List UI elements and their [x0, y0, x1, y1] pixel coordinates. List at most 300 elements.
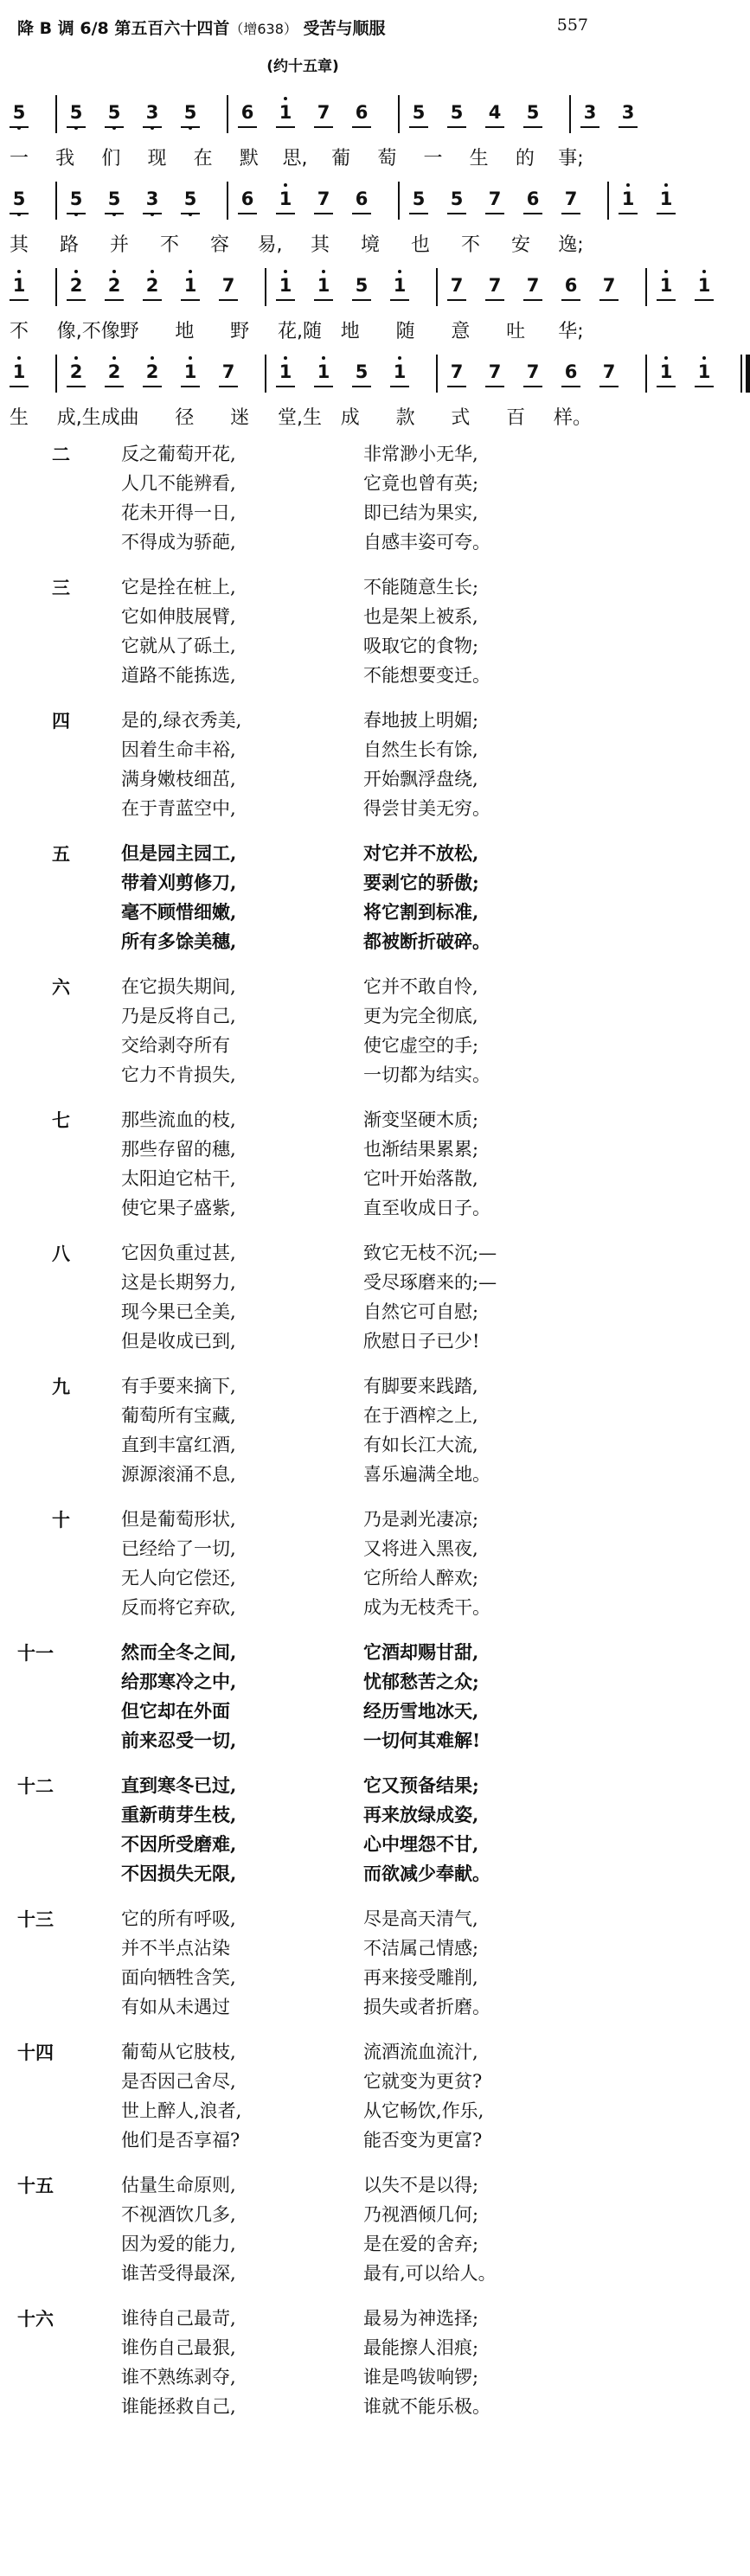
- verse: [0, 2039, 606, 2172]
- verse-line-right: 经历雪地冰天,: [363, 1700, 479, 1722]
- barline: [55, 95, 57, 133]
- score-lyrics: [0, 144, 606, 173]
- note: 1: [314, 275, 333, 296]
- verse-line-left: 使它果子盛紫,: [121, 1198, 236, 1218]
- note-beam: [10, 213, 29, 214]
- verse-line-left: 是否因己舍尽,: [121, 2071, 236, 2092]
- note-beam: [10, 386, 29, 387]
- note: 3: [621, 102, 635, 123]
- verse-line-left: 给那寒冷之中,: [121, 1671, 237, 1692]
- lyric-syllable: 式: [451, 407, 471, 429]
- verse-line-right: 它并不敢自怜,: [363, 976, 478, 997]
- octave-dot-above: [398, 270, 401, 273]
- verse-line-left: 不得成为骄葩,: [121, 532, 236, 553]
- verse-line-left: 不因所受磨难,: [121, 1833, 237, 1855]
- note: 6: [564, 361, 578, 382]
- note-beam: [485, 126, 504, 128]
- verse-line-left: 它力不肯损失,: [121, 1064, 236, 1085]
- verse-line-left: 它因负重过甚,: [121, 1243, 236, 1263]
- verse-line-right: 都被断折破碎。: [363, 930, 490, 952]
- lyric-syllable: 野: [230, 321, 250, 342]
- verse-line-left: 这是长期努力,: [121, 1272, 236, 1293]
- verse-line-left: 前来忍受一切,: [121, 1729, 237, 1751]
- barline: [645, 355, 647, 393]
- verse-line-right: 尽是高天清气,: [363, 1908, 478, 1929]
- note-beam: [314, 126, 333, 128]
- octave-dot-above: [664, 356, 668, 360]
- note: 5: [10, 189, 29, 209]
- verse-number: 四: [52, 711, 70, 732]
- verse-line-left: 有手要来摘下,: [121, 1376, 236, 1397]
- note: 4: [488, 102, 502, 123]
- verse-line-right: 损失或者折磨。: [363, 1997, 490, 2017]
- note-beam: [599, 299, 619, 301]
- note: 1: [657, 361, 676, 382]
- lyric-syllable: 安: [510, 234, 530, 256]
- verse-line-right: 即已结为果实,: [363, 502, 478, 523]
- verse-line-left: 面向牺牲含笑,: [121, 1967, 236, 1988]
- verse-line-right: 再来接受雕削,: [363, 1967, 478, 1988]
- verse-line-right: 有如长江大流,: [363, 1435, 478, 1455]
- note: 1: [390, 275, 409, 296]
- verse-line-left: 人几不能辨看,: [121, 473, 236, 494]
- note-beam: [181, 386, 200, 387]
- verse-line-right: 受尽琢磨来的;—: [363, 1272, 497, 1293]
- lyric-syllable: 野: [119, 321, 139, 342]
- note: 6: [564, 275, 578, 296]
- note-beam: [523, 126, 542, 128]
- note-beam: [105, 126, 124, 128]
- score-row: [0, 173, 673, 268]
- verse: [0, 974, 606, 1107]
- verse-line-left: 它如伸肢展臂,: [121, 606, 236, 627]
- hymn-category: 受苦与顺服: [303, 19, 386, 38]
- note-beam: [314, 213, 333, 214]
- note: 7: [602, 275, 616, 296]
- note-beam: [314, 386, 333, 387]
- note: 1: [10, 361, 29, 382]
- verse-number: 十五: [17, 2176, 54, 2196]
- verse-line-right: 致它无枝不沉;—: [363, 1243, 497, 1263]
- verse-line-right: 要剥它的骄傲;: [363, 872, 479, 893]
- note-beam: [561, 213, 580, 214]
- note: 5: [105, 189, 124, 209]
- note: 7: [450, 361, 464, 382]
- verse-number: 七: [52, 1110, 70, 1131]
- note-beam: [695, 299, 714, 301]
- note-beam: [447, 213, 466, 214]
- hymn-header: [17, 16, 588, 42]
- verse-line-right: 自然它可自慰;: [363, 1301, 479, 1322]
- note-beam: [238, 213, 257, 214]
- verse-line-right: 从它畅饮,作乐,: [363, 2100, 484, 2121]
- lyric-syllable: 我: [55, 148, 75, 169]
- score-notes: [0, 173, 673, 228]
- verse-line-right: 非常渺小无华,: [363, 444, 478, 464]
- barline: [607, 182, 609, 220]
- verse-line-right: 开始飘浮盘绕,: [363, 769, 478, 789]
- note-beam: [390, 299, 409, 301]
- octave-dot-above: [74, 356, 78, 360]
- verse-line-left: 估量生命原则,: [121, 2175, 236, 2196]
- lyric-syllable: 思,: [282, 148, 308, 169]
- verse-line-right: 最有,可以给人。: [363, 2263, 497, 2284]
- verse-line-left: 它就从了砾土,: [121, 636, 236, 656]
- verse-line-left: 不因损失无限,: [121, 1863, 237, 1884]
- verse-line-left: 并不半点沾染: [121, 1938, 230, 1959]
- verse: [0, 2172, 606, 2305]
- verse-number: 十六: [17, 2309, 54, 2330]
- lyric-syllable: 地: [340, 321, 360, 342]
- verse-line-left: 他们是否享福?: [121, 2130, 240, 2151]
- verse-number: 五: [52, 844, 70, 865]
- barline: [436, 355, 438, 393]
- verse-line-left: 现今果已全美,: [121, 1301, 236, 1322]
- verse: [0, 841, 606, 974]
- note-beam: [523, 299, 542, 301]
- note-beam: [67, 386, 86, 387]
- note: 1: [657, 189, 676, 209]
- note-beam: [143, 213, 162, 214]
- lyric-syllable: 地: [175, 321, 195, 342]
- note: 5: [67, 189, 86, 209]
- verse-line-right: 它竟也曾有英;: [363, 473, 479, 494]
- barline: [740, 355, 742, 393]
- final-barline: [746, 355, 750, 393]
- page-number: 557: [556, 16, 588, 35]
- verse-line-right: 不洁属己情感;: [363, 1938, 479, 1959]
- note: 7: [317, 102, 330, 123]
- lyric-syllable: 事;: [558, 148, 584, 169]
- note-beam: [409, 213, 428, 214]
- note-beam: [695, 386, 714, 387]
- barline: [436, 268, 438, 306]
- note-beam: [657, 299, 676, 301]
- verse-line-right: 不能想要变迁。: [363, 665, 490, 686]
- note: 3: [583, 102, 597, 123]
- barline: [569, 95, 571, 133]
- verse-line-right: 一切何其难解!: [363, 1729, 481, 1751]
- verse-line-left: 在它损失期间,: [121, 976, 236, 997]
- verse-line-left: 谁待自己最苛,: [121, 2308, 236, 2329]
- note-beam: [561, 386, 580, 387]
- lyric-syllable: 并: [109, 234, 129, 256]
- verse: [0, 1640, 606, 1773]
- note: 5: [105, 102, 124, 123]
- verse-line-right: 最易为神选择;: [363, 2308, 479, 2329]
- note: 7: [488, 275, 502, 296]
- note-beam: [238, 126, 257, 128]
- score-notes: [0, 86, 635, 142]
- verse-line-right: 它就变为更贫?: [363, 2071, 483, 2092]
- note-beam: [10, 299, 29, 301]
- octave-dot-above: [702, 270, 706, 273]
- lyric-syllable: 逸;: [558, 234, 584, 256]
- note: 5: [181, 189, 200, 209]
- verse-line-left: 但是葡萄形状,: [121, 1509, 236, 1530]
- verse-line-left: 反而将它弃砍,: [121, 1597, 236, 1618]
- note-beam: [276, 213, 295, 214]
- verse-line-right: 成为无枝秃干。: [363, 1597, 490, 1618]
- scripture-reference: (约十五章): [266, 58, 339, 75]
- lyric-syllable: 不: [460, 234, 480, 256]
- verse-line-left: 道路不能拣选,: [121, 665, 236, 686]
- note-beam: [276, 386, 295, 387]
- barline: [398, 95, 400, 133]
- note: 5: [10, 102, 29, 123]
- verse-line-left: 因为爱的能力,: [121, 2234, 236, 2254]
- verse-line-right: 也渐结果累累;: [363, 1139, 479, 1160]
- time-signature: 6/8: [80, 19, 109, 38]
- note-beam: [181, 299, 200, 301]
- verse-line-right: 它所给人醉欢;: [363, 1568, 479, 1588]
- verse-line-right: 在于酒榨之上,: [363, 1405, 478, 1426]
- verse-line-right: 得尝甘美无穷。: [363, 798, 490, 819]
- note: 1: [276, 361, 295, 382]
- note: 5: [412, 189, 426, 209]
- note: 6: [240, 102, 254, 123]
- note: 7: [488, 361, 502, 382]
- note: 5: [355, 275, 369, 296]
- note-beam: [523, 386, 542, 387]
- note-beam: [276, 126, 295, 128]
- verse-line-right: 而欲减少奉献。: [363, 1863, 490, 1884]
- octave-dot-above: [284, 270, 287, 273]
- barline: [227, 95, 228, 133]
- note: 5: [67, 102, 86, 123]
- note: 1: [10, 275, 29, 296]
- verse-line-left: 谁苦受得最深,: [121, 2263, 236, 2284]
- lyric-syllable: 易,: [257, 234, 283, 256]
- verse-line-left: 谁伤自己最狠,: [121, 2337, 236, 2358]
- lyric-syllable: 萄: [377, 148, 397, 169]
- verse: [0, 441, 606, 574]
- score-row: [0, 259, 711, 355]
- lyric-syllable: 样。: [554, 407, 593, 429]
- barline: [398, 182, 400, 220]
- verse-line-right: 乃视酒倾几何;: [363, 2204, 479, 2225]
- lyric-syllable: 其: [310, 234, 330, 256]
- lyric-syllable: 径: [175, 407, 195, 429]
- note-beam: [390, 386, 409, 387]
- note-beam: [143, 126, 162, 128]
- lyric-syllable: 百: [506, 407, 526, 429]
- lyric-syllable: 也: [410, 234, 430, 256]
- verse-line-left: 交给剥夺所有: [121, 1035, 230, 1056]
- verse: [0, 1506, 606, 1640]
- note: 6: [526, 189, 540, 209]
- verse-number: 十四: [17, 2042, 54, 2063]
- verse-line-right: 也是架上被系,: [363, 606, 478, 627]
- note-beam: [447, 299, 466, 301]
- lyric-syllable: 的: [515, 148, 535, 169]
- note-beam: [67, 126, 86, 128]
- verses-list: [0, 441, 606, 2439]
- verse-line-right: 一切都为结实。: [363, 1064, 490, 1085]
- verse-line-left: 反之葡萄开花,: [121, 444, 236, 464]
- note-beam: [485, 386, 504, 387]
- lyric-syllable: 成: [340, 407, 360, 429]
- note-beam: [67, 299, 86, 301]
- verse-line-right: 不能随意生长;: [363, 577, 479, 598]
- note: 7: [317, 189, 330, 209]
- lyric-syllable: 成,生成: [56, 407, 120, 429]
- verse-line-left: 谁能拯救自己,: [121, 2396, 236, 2417]
- score-notes: [0, 259, 711, 315]
- note: 1: [390, 361, 409, 382]
- verse-line-left: 不视酒饮几多,: [121, 2204, 236, 2225]
- note-beam: [619, 126, 638, 128]
- note-beam: [143, 386, 162, 387]
- octave-dot-above: [284, 183, 287, 187]
- lyric-syllable: 华;: [558, 321, 584, 342]
- verse-line-left: 因着生命丰裕,: [121, 739, 236, 760]
- verse-line-left: 毫不顾惜细嫩,: [121, 901, 237, 923]
- verse-line-left: 那些流血的枝,: [121, 1109, 236, 1130]
- verse-number: 三: [52, 578, 70, 598]
- note-beam: [352, 126, 371, 128]
- verse-line-left: 源源滚涌不息,: [121, 1464, 236, 1485]
- note-beam: [105, 213, 124, 214]
- octave-dot-above: [112, 356, 116, 360]
- barline: [265, 355, 266, 393]
- note-beam: [105, 299, 124, 301]
- verse-line-right: 它又预备结果;: [363, 1774, 479, 1796]
- note-beam: [352, 299, 371, 301]
- verse-number: 二: [52, 444, 70, 465]
- note-beam: [219, 386, 238, 387]
- lyric-syllable: 容: [209, 234, 229, 256]
- note-beam: [523, 213, 542, 214]
- octave-dot-above: [398, 356, 401, 360]
- note-beam: [105, 386, 124, 387]
- verse-line-right: 喜乐遍满全地。: [363, 1464, 490, 1485]
- lyric-syllable: 不: [159, 234, 179, 256]
- note: 1: [276, 189, 295, 209]
- verse-line-left: 所有多馀美穗,: [121, 930, 237, 952]
- note: 1: [314, 361, 333, 382]
- key-label: 降 B 调: [17, 19, 74, 38]
- verse-line-right: 是在爱的舍弃;: [363, 2234, 479, 2254]
- octave-dot-above: [284, 356, 287, 360]
- verse: [0, 1906, 606, 2039]
- lyric-syllable: 随: [395, 321, 415, 342]
- note: 7: [488, 189, 502, 209]
- note: 2: [143, 361, 162, 382]
- verse-line-right: 欣慰日子已少!: [363, 1331, 480, 1352]
- octave-dot-above: [702, 356, 706, 360]
- note: 2: [67, 275, 86, 296]
- revision-note: （增638）: [229, 21, 298, 37]
- lyric-syllable: 意: [451, 321, 471, 342]
- note: 2: [105, 275, 124, 296]
- verse-line-right: 谁就不能乐极。: [363, 2396, 490, 2417]
- note-beam: [181, 126, 200, 128]
- note-beam: [561, 299, 580, 301]
- verse-number: 十一: [17, 1643, 54, 1664]
- octave-dot-above: [664, 270, 668, 273]
- verse-line-left: 乃是反将自己,: [121, 1006, 236, 1026]
- note: 7: [221, 361, 235, 382]
- verse: [0, 1373, 606, 1506]
- lyric-syllable: 款: [395, 407, 415, 429]
- verse-line-right: 它叶开始落散,: [363, 1168, 478, 1189]
- lyric-syllable: 在: [193, 148, 213, 169]
- verse: [0, 574, 606, 707]
- note-beam: [352, 213, 371, 214]
- lyric-syllable: 其: [9, 234, 29, 256]
- note: 5: [526, 102, 540, 123]
- note: 5: [181, 102, 200, 123]
- note: 6: [355, 189, 369, 209]
- verse-line-right: 谁是鸣钹响锣;: [363, 2367, 479, 2387]
- score-lyrics: [0, 403, 606, 432]
- lyric-syllable: 迷: [230, 407, 250, 429]
- note: 7: [526, 361, 540, 382]
- verse-line-right: 将它割到标准,: [363, 901, 479, 923]
- note: 1: [695, 275, 714, 296]
- lyric-syllable: 葡: [331, 148, 351, 169]
- lyric-syllable: 不: [9, 321, 29, 342]
- note: 1: [181, 275, 200, 296]
- score-row: [0, 86, 635, 182]
- verse-line-right: 更为完全彻底,: [363, 1006, 478, 1026]
- note-beam: [485, 213, 504, 214]
- verse-number: 十二: [17, 1776, 54, 1797]
- note-beam: [619, 213, 638, 214]
- verse-line-right: 以失不是以得;: [363, 2175, 479, 2196]
- note-beam: [181, 213, 200, 214]
- octave-dot-above: [626, 183, 630, 187]
- verse-line-right: 吸取它的食物;: [363, 636, 479, 656]
- verse-line-left: 它是拴在桩上,: [121, 577, 236, 598]
- note: 1: [276, 102, 295, 123]
- note: 6: [355, 102, 369, 123]
- verse-line-right: 春地披上明媚;: [363, 710, 479, 731]
- verse-line-right: 有脚要来践踏,: [363, 1376, 478, 1397]
- verse-line-right: 能否变为更富?: [363, 2130, 483, 2151]
- verse-line-right: 又将进入黑夜,: [363, 1538, 478, 1559]
- verse-line-left: 重新萌芽生枝,: [121, 1804, 237, 1825]
- verse-line-left: 但它却在外面: [121, 1700, 230, 1722]
- lyric-syllable: 一: [9, 148, 29, 169]
- lyric-syllable: 一: [423, 148, 443, 169]
- lyric-syllable: 曲: [119, 407, 139, 429]
- note: 7: [602, 361, 616, 382]
- verse-line-left: 是的,绿衣秀美,: [121, 710, 242, 731]
- note: 5: [450, 189, 464, 209]
- octave-dot-above: [151, 270, 154, 273]
- verse-line-left: 直到寒冬已过,: [121, 1774, 237, 1796]
- score-row: [0, 346, 711, 441]
- note-beam: [657, 386, 676, 387]
- note: 3: [143, 189, 162, 209]
- verse-number: 六: [52, 977, 70, 998]
- note: 3: [143, 102, 162, 123]
- note: 7: [526, 275, 540, 296]
- note: 2: [105, 361, 124, 382]
- note-beam: [143, 299, 162, 301]
- verse-line-left: 那些存留的穗,: [121, 1139, 236, 1160]
- barline: [227, 182, 228, 220]
- octave-dot-above: [17, 356, 21, 360]
- note: 5: [450, 102, 464, 123]
- note: 1: [695, 361, 714, 382]
- verse-line-right: 直至收成日子。: [363, 1198, 490, 1218]
- lyric-syllable: 境: [360, 234, 380, 256]
- lyric-syllable: 堂,生: [278, 407, 322, 429]
- hymn-title-line: [17, 16, 386, 39]
